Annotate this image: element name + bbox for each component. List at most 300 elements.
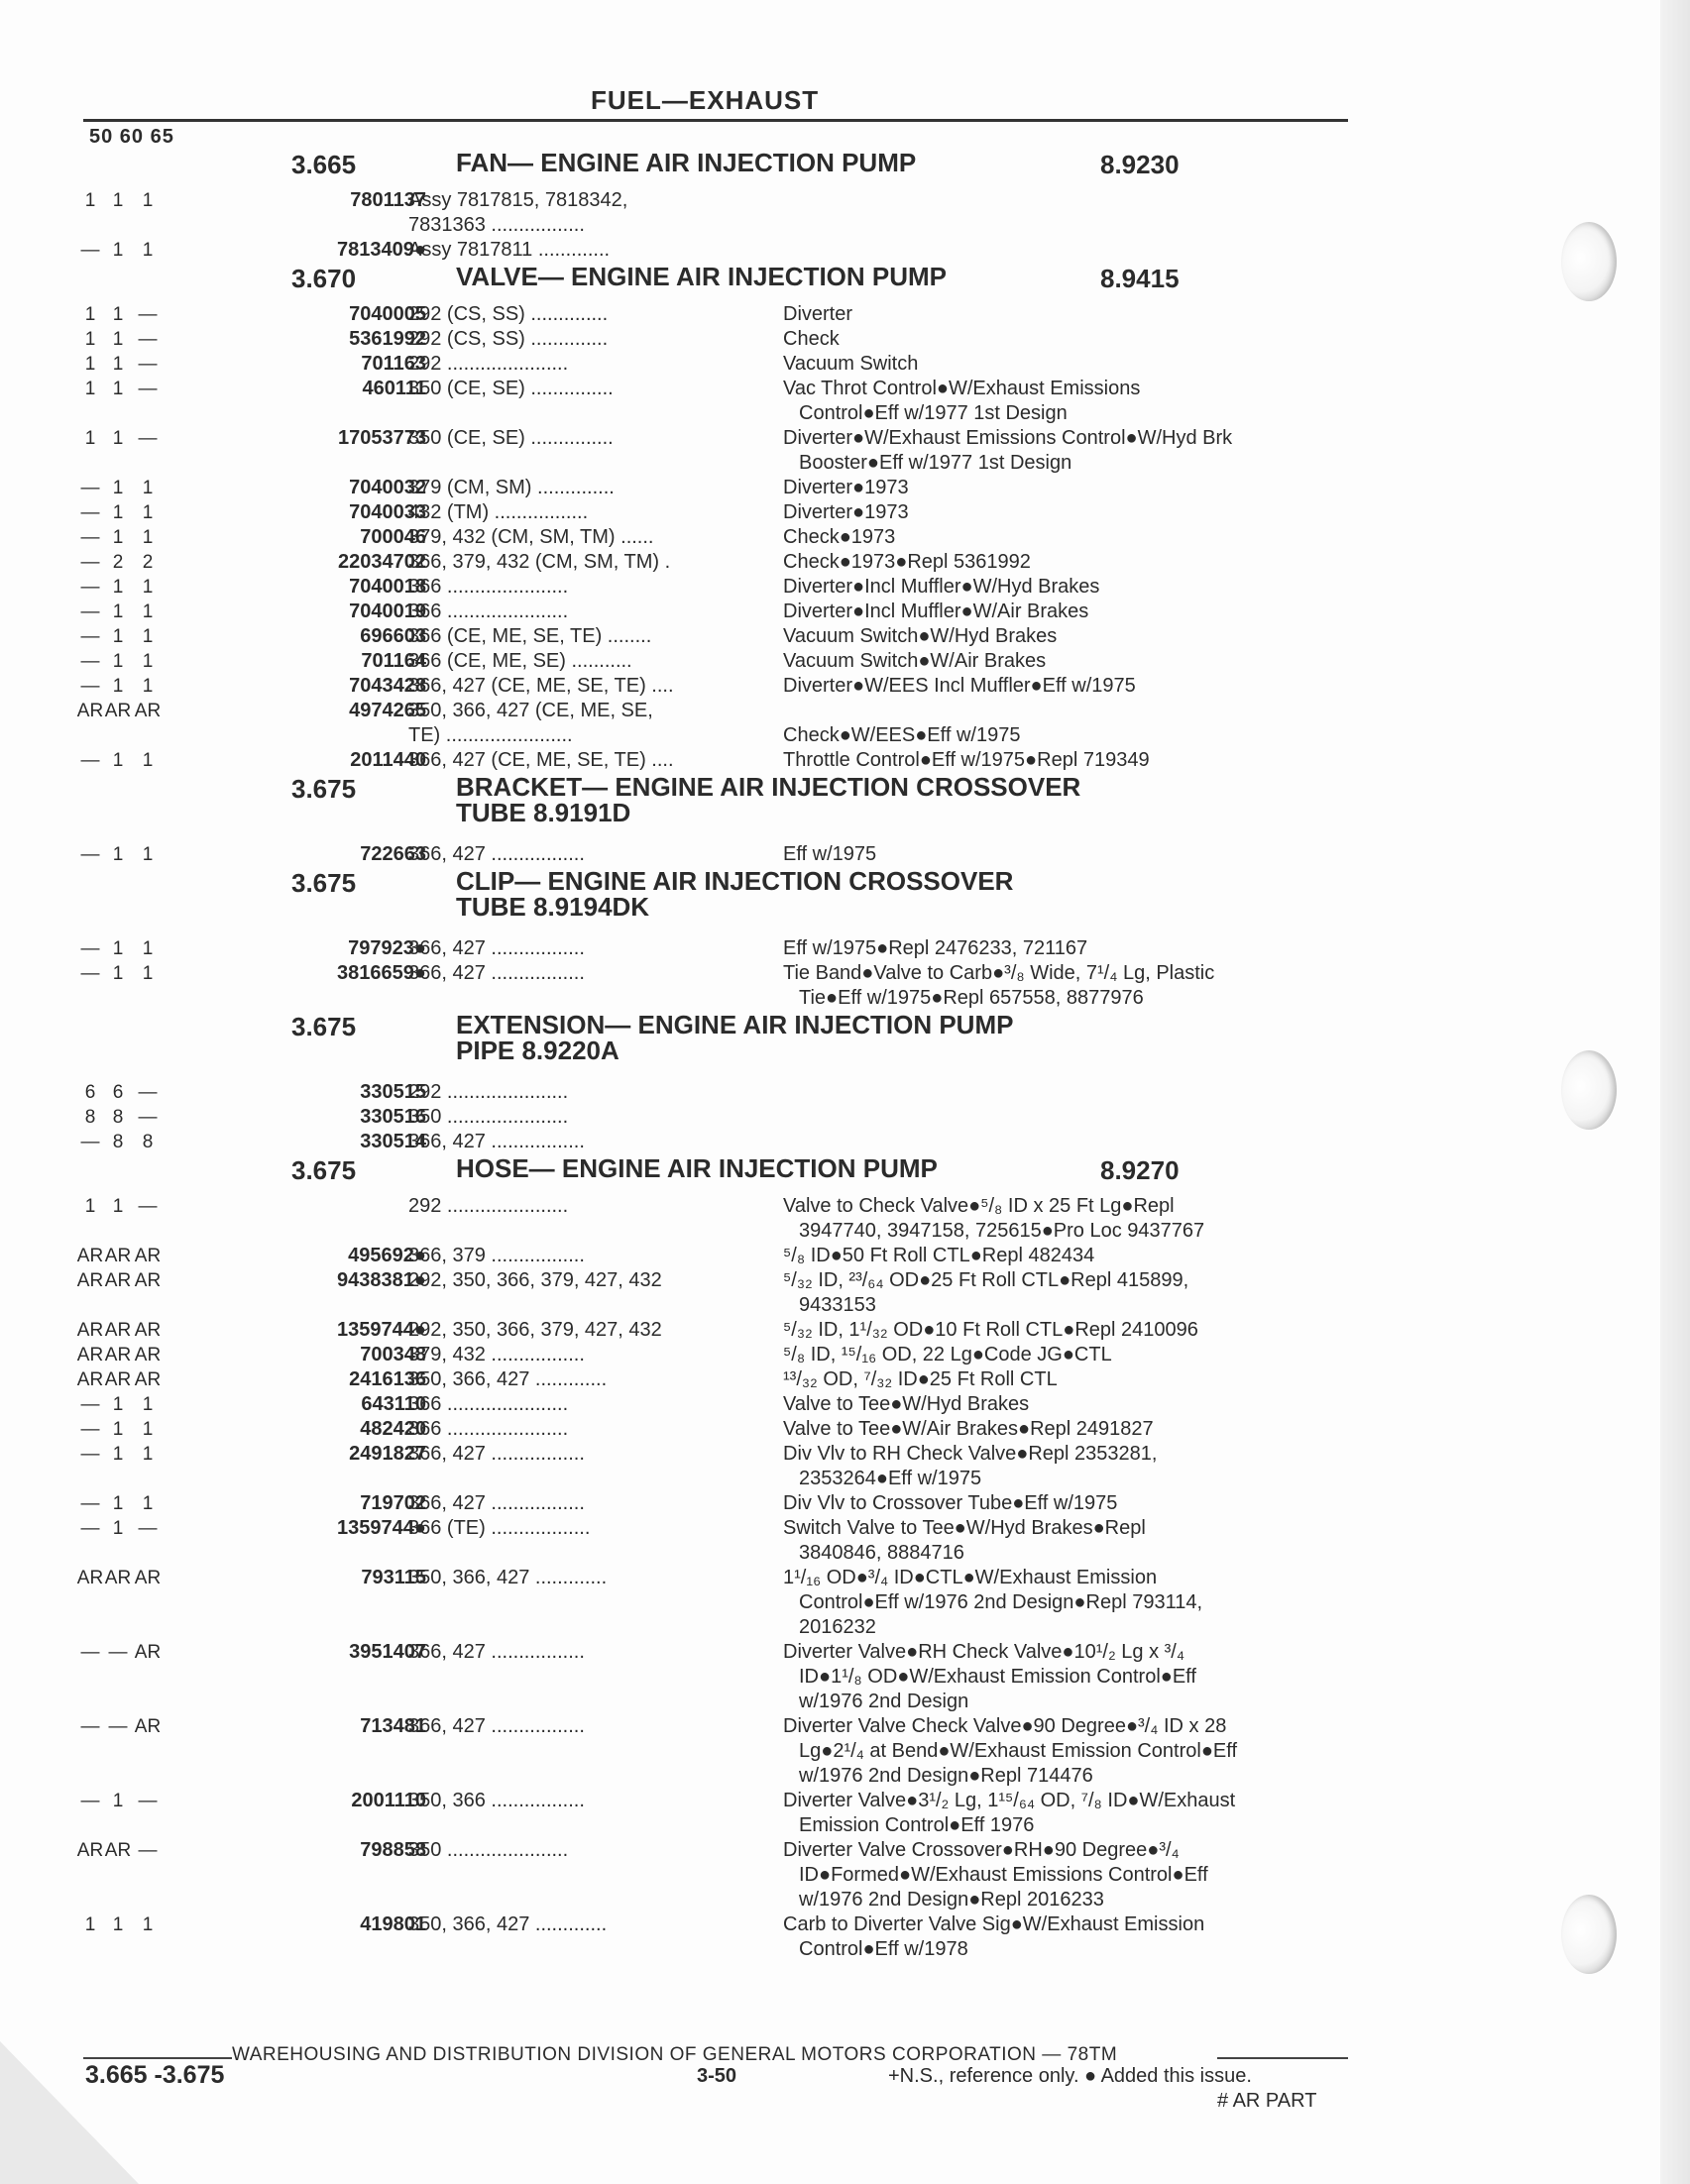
part-description: [783, 1080, 1358, 1105]
description-continued: Control●Eff w/1976 2nd Design●Repl 793114,: [799, 1591, 1203, 1613]
part-row: [76, 1268, 1362, 1318]
model-list: 350 ......................: [408, 1106, 569, 1128]
part-description: [783, 188, 1358, 213]
section-number: 3.675: [291, 1012, 357, 1041]
quantity-60: AR: [104, 1840, 132, 1861]
description-line: Carb to Diverter Valve Sig●W/Exhaust Emission: [783, 1913, 1205, 1935]
model-list: 350, 366, 427 .............: [408, 1567, 608, 1588]
quantity-65: 1: [142, 844, 154, 865]
quantity-50: —: [80, 1493, 100, 1514]
part-description: [783, 1789, 1358, 1838]
model-list: 366 (CE, ME, SE, TE) ........: [408, 625, 652, 647]
section-number: 3.675: [291, 868, 357, 898]
quantity-60: 1: [112, 1419, 124, 1440]
part-number: 330514: [360, 1131, 426, 1152]
part-description: [783, 1516, 1358, 1566]
description-line: Diverter●1973: [783, 477, 909, 498]
model-list: 292 ......................: [408, 1081, 569, 1103]
section-title: [456, 150, 916, 175]
quantity-65: 1: [142, 1493, 154, 1514]
part-number: 419801: [360, 1913, 426, 1935]
description-line: Check●1973: [783, 526, 896, 548]
quantity-60: 1: [112, 1394, 124, 1415]
model-list: 350, 366 .................: [408, 1790, 585, 1811]
model-list: 350 (CE, SE) ...............: [408, 427, 614, 449]
model-list: 350 ......................: [408, 1839, 569, 1861]
quantity-65: 1: [142, 240, 154, 261]
part-row: [80, 575, 1362, 600]
section-number: 3.670: [291, 264, 357, 293]
part-number: 5361992: [349, 328, 426, 350]
quantity-60: 1: [112, 1791, 124, 1811]
quantity-60: 1: [112, 190, 124, 211]
quantity-60: 1: [112, 502, 124, 523]
part-row: [83, 426, 1362, 476]
quantity-65: —: [138, 1791, 158, 1811]
section-title-line: EXTENSION— ENGINE AIR INJECTION PUMP: [456, 1010, 1014, 1039]
part-row: [80, 936, 1362, 961]
model-list: 366, 427 .................: [408, 1715, 585, 1737]
part-row: [80, 1640, 1362, 1714]
description-line: Valve to Tee●W/Air Brakes●Repl 2491827: [783, 1418, 1154, 1440]
part-number: 7043428: [349, 675, 426, 697]
quantity-65: AR: [134, 1270, 162, 1291]
part-number: 719702: [360, 1492, 426, 1514]
model-list: 292 (CS, SS) ..............: [408, 328, 609, 350]
quantity-50: —: [80, 938, 100, 959]
page-number: 3-50: [697, 2065, 737, 2087]
part-number: 722663: [360, 843, 426, 865]
description-continued: Control●Eff w/1978: [799, 1938, 968, 1960]
quantity-65: 1: [142, 626, 154, 647]
quantity-60: 1: [112, 1196, 124, 1217]
part-description: [783, 936, 1358, 961]
part-number: 330515: [360, 1081, 426, 1103]
section-title-line: HOSE— ENGINE AIR INJECTION PUMP: [456, 1153, 938, 1183]
part-row: [80, 1417, 1362, 1442]
part-number: 495692●: [348, 1245, 426, 1266]
quantity-60: AR: [104, 1270, 132, 1291]
part-row: [83, 302, 1362, 327]
quantity-60: AR: [104, 1369, 132, 1390]
part-row: [83, 188, 1362, 213]
description-line: Diverter Valve●3¹/₂ Lg, 1¹⁵/₆₄ OD, ⁷/₈ ID●W/Exhaust: [783, 1790, 1236, 1811]
part-number: 17053773: [338, 427, 426, 449]
binder-hole-bottom: [1561, 1895, 1617, 1974]
description-line: ⁵/₈ ID●50 Ft Roll CTL●Repl 482434: [783, 1245, 1095, 1266]
model-list: 350, 366, 427 (CE, ME, SE,: [408, 700, 653, 721]
quantity-65: AR: [134, 1320, 162, 1341]
quantity-65: —: [138, 1082, 158, 1103]
part-description: [783, 600, 1358, 624]
quantity-60: 8: [112, 1132, 124, 1152]
section-title-line: FAN— ENGINE AIR INJECTION PUMP: [456, 148, 917, 177]
section-header: [83, 1011, 1362, 1080]
model-list: 366, 427 .................: [408, 1131, 585, 1152]
quantity-65: AR: [134, 1246, 162, 1266]
part-number: 1359744●: [337, 1319, 426, 1341]
part-number: 1359744●: [337, 1517, 426, 1539]
quantity-65: 1: [142, 577, 154, 598]
part-row: [76, 1367, 1362, 1392]
part-description: [783, 352, 1358, 377]
quantity-65: —: [138, 1107, 158, 1128]
part-description: [783, 426, 1358, 476]
quantity-50: —: [80, 1394, 100, 1415]
part-description: [783, 649, 1358, 674]
part-description: [783, 1838, 1358, 1912]
part-row: [83, 327, 1362, 352]
part-row: [76, 1318, 1362, 1343]
quantity-65: —: [138, 1196, 158, 1217]
quantity-60: AR: [104, 1345, 132, 1365]
quantity-60: 1: [112, 428, 124, 449]
part-description: [783, 624, 1358, 649]
part-description: [783, 238, 1358, 263]
description-continued: 3840846, 8884716: [799, 1542, 964, 1564]
quantity-50: 1: [84, 329, 96, 350]
part-row: [80, 1491, 1362, 1516]
quantity-60: 1: [112, 844, 124, 865]
quantity-65: —: [138, 1840, 158, 1861]
description-line: Switch Valve to Tee●W/Hyd Brakes●Repl: [783, 1517, 1146, 1539]
quantity-60: 1: [112, 963, 124, 984]
part-description: [783, 1417, 1358, 1442]
model-list: 366 ......................: [408, 576, 569, 598]
part-number: 2001110: [351, 1790, 426, 1811]
quantity-60: 1: [112, 1518, 124, 1539]
description-line: ⁵/₃₂ ID, 1¹/₃₂ OD●10 Ft Roll CTL●Repl 2410096: [783, 1319, 1198, 1341]
part-number: 22034702: [338, 551, 426, 573]
quantity-50: —: [80, 676, 100, 697]
part-description: [783, 1268, 1358, 1318]
part-row: [80, 1392, 1362, 1417]
description-line: Valve to Check Valve●⁵/₈ ID x 25 Ft Lg●Repl: [783, 1195, 1175, 1217]
part-row: [83, 1194, 1362, 1244]
section-title: [456, 868, 1348, 920]
description-continued: w/1976 2nd Design●Repl 714476: [799, 1765, 1093, 1787]
section-header: [83, 263, 1362, 302]
part-number: 700046: [360, 526, 426, 548]
quantity-65: —: [138, 304, 158, 325]
quantity-65: 8: [142, 1132, 154, 1152]
quantity-50: —: [80, 1419, 100, 1440]
quantity-50: —: [80, 601, 100, 622]
quantity-65: AR: [134, 701, 162, 721]
quantity-50: —: [80, 651, 100, 672]
part-row: [83, 352, 1362, 377]
description-continued: Tie●Eff w/1975●Repl 657558, 8877976: [799, 987, 1144, 1009]
quantity-65: AR: [134, 1369, 162, 1390]
part-number: 460111: [362, 378, 426, 399]
description-continued: Control●Eff w/1977 1st Design: [799, 402, 1068, 424]
description-line: Check: [783, 328, 840, 350]
quantity-65: 1: [142, 1419, 154, 1440]
description-continued: w/1976 2nd Design●Repl 2016233: [799, 1889, 1104, 1911]
description-continued: ID●Formed●W/Exhaust Emissions Control●Eff: [799, 1864, 1208, 1886]
part-row: [83, 723, 1362, 748]
part-row: [80, 500, 1362, 525]
part-row: [80, 238, 1362, 263]
footer-division: WAREHOUSING AND DISTRIBUTION DIVISION OF GENERAL MOTORS CORPORATION — 78TM: [232, 2044, 1118, 2065]
part-number: 793115: [361, 1567, 426, 1588]
part-number: 3951407: [349, 1641, 426, 1663]
section-number: 3.665: [291, 150, 357, 179]
part-row: [80, 1516, 1362, 1566]
quantity-65: 2: [142, 552, 154, 573]
quantity-50: 1: [84, 304, 96, 325]
model-list: Assy 7817815, 7818342,: [408, 189, 628, 211]
description-line: Diverter Valve●RH Check Valve●10¹/₂ Lg x ³/₄: [783, 1641, 1185, 1663]
part-row: [80, 624, 1362, 649]
parts-list: [76, 148, 1362, 1962]
quantity-65: 1: [142, 601, 154, 622]
section-title: [456, 1012, 1348, 1063]
model-list: 366 ......................: [408, 601, 569, 622]
page-title: FUEL—EXHAUST: [591, 85, 820, 115]
quantity-65: 1: [142, 1394, 154, 1415]
model-list: 366, 427 .................: [408, 937, 585, 959]
quantity-50: AR: [76, 1369, 104, 1390]
quantity-65: —: [138, 329, 158, 350]
part-row: [80, 1130, 1362, 1154]
quantity-60: 1: [112, 527, 124, 548]
part-row: [76, 1244, 1362, 1268]
quantity-65: 1: [142, 750, 154, 771]
quantity-60: 1: [112, 676, 124, 697]
quantity-60: 1: [112, 577, 124, 598]
model-list: 292 ......................: [408, 1195, 569, 1217]
description-continued: 2353264●Eff w/1975: [799, 1468, 982, 1489]
model-list: 350, 366, 427 .............: [408, 1368, 608, 1390]
description-line: Diverter Valve Crossover●RH●90 Degree●³/₄: [783, 1839, 1180, 1861]
description-line: Diverter●W/Exhaust Emissions Control●W/Hyd Brk: [783, 427, 1233, 449]
model-list: 366, 427 .................: [408, 1641, 585, 1663]
model-list: 292 (CS, SS) ..............: [408, 303, 609, 325]
part-row: [83, 1105, 1362, 1130]
part-description: [783, 961, 1358, 1011]
quantity-65: —: [138, 354, 158, 375]
section-code: 8.9230: [1100, 150, 1180, 179]
part-number: 7040032: [349, 477, 426, 498]
quantity-60: 6: [112, 1082, 124, 1103]
quantity-50: AR: [76, 1840, 104, 1861]
section-title-line-2: PIPE 8.9220A: [456, 1036, 620, 1065]
part-number: 798858: [360, 1839, 426, 1861]
model-list: Assy 7817811 .............: [408, 239, 611, 261]
part-description: [783, 1714, 1358, 1789]
quantity-65: 1: [142, 938, 154, 959]
quantity-60: 1: [112, 750, 124, 771]
part-number: 7040018: [349, 576, 426, 598]
part-description: [783, 476, 1358, 500]
description-line: 1¹/₁₆ OD●³/₄ ID●CTL●W/Exhaust Emission: [783, 1567, 1158, 1588]
part-number: 7813409●: [337, 239, 426, 261]
part-row: [83, 1912, 1362, 1962]
quantity-60: AR: [104, 1320, 132, 1341]
description-line: Diverter●1973: [783, 501, 909, 523]
quantity-50: —: [80, 478, 100, 498]
quantity-65: 1: [142, 1444, 154, 1465]
quantity-50: —: [80, 240, 100, 261]
part-row: [80, 842, 1362, 867]
quantity-65: 1: [142, 527, 154, 548]
quantity-50: 1: [84, 379, 96, 399]
part-row: [83, 377, 1362, 426]
quantity-50: —: [80, 502, 100, 523]
quantity-65: 1: [142, 478, 154, 498]
description-continued: 2016232: [799, 1616, 876, 1638]
part-row: [80, 748, 1362, 773]
quantity-60: 1: [112, 651, 124, 672]
quantity-60: 1: [112, 478, 124, 498]
description-line: Div Vlv to Crossover Tube●Eff w/1975: [783, 1492, 1118, 1514]
section-title-line-2: TUBE 8.9194DK: [456, 892, 650, 922]
quantity-50: 1: [84, 428, 96, 449]
part-number: 7040005: [349, 303, 426, 325]
part-description: [783, 674, 1358, 699]
part-row: [80, 550, 1362, 575]
part-description: [783, 1130, 1358, 1154]
quantity-60: 1: [112, 329, 124, 350]
quantity-60: AR: [104, 1246, 132, 1266]
description-line: Diverter●Incl Muffler●W/Air Brakes: [783, 601, 1089, 622]
model-list: 366, 427 (CE, ME, SE, TE) ....: [408, 675, 674, 697]
quantity-50: AR: [76, 701, 104, 721]
part-description: [783, 1105, 1358, 1130]
quantity-60: 1: [112, 601, 124, 622]
description-line: Vacuum Switch●W/Air Brakes: [783, 650, 1047, 672]
quantity-50: —: [80, 552, 100, 573]
quantity-65: AR: [134, 1642, 162, 1663]
description-continued: Emission Control●Eff 1976: [799, 1814, 1035, 1836]
part-number: 713481: [360, 1715, 426, 1737]
quantity-65: 1: [142, 963, 154, 984]
page-edge: [1660, 0, 1690, 2184]
quantity-50: —: [80, 750, 100, 771]
part-number: 2491827: [349, 1443, 426, 1465]
description-line: Throttle Control●Eff w/1975●Repl 719349: [783, 749, 1150, 771]
description-line: Tie Band●Valve to Carb●³/₈ Wide, 7¹/₄ Lg, Plastic: [783, 962, 1215, 984]
quantity-50: AR: [76, 1568, 104, 1588]
part-description: [783, 723, 1358, 748]
description-line: Vacuum Switch●W/Hyd Brakes: [783, 625, 1058, 647]
part-row: [80, 961, 1362, 1011]
header-rule: [83, 119, 1348, 122]
quantity-60: 1: [112, 1493, 124, 1514]
quantity-50: 1: [84, 1914, 96, 1935]
description-line: Diverter●W/EES Incl Muffler●Eff w/1975: [783, 675, 1136, 697]
part-description: [783, 699, 1358, 723]
quantity-60: 1: [112, 240, 124, 261]
description-continued: 9433153: [799, 1294, 876, 1316]
part-number: 696603: [360, 625, 426, 647]
part-description: [783, 1491, 1358, 1516]
quantity-60: —: [108, 1716, 128, 1737]
description-line: Vac Throt Control●W/Exhaust Emissions: [783, 378, 1141, 399]
part-description: [783, 327, 1358, 352]
description-line: Check●W/EES●Eff w/1975: [783, 724, 1021, 746]
quantity-60: 1: [112, 938, 124, 959]
binder-hole-middle: [1561, 1050, 1617, 1130]
quantity-65: AR: [134, 1568, 162, 1588]
quantity-50: AR: [76, 1320, 104, 1341]
quantity-50: 8: [84, 1107, 96, 1128]
part-description: [783, 302, 1358, 327]
quantity-65: AR: [134, 1716, 162, 1737]
model-list: 379, 432 .................: [408, 1344, 585, 1365]
section-title: [456, 264, 947, 289]
description-continued: Booster●Eff w/1977 1st Design: [799, 452, 1072, 474]
quantity-65: 1: [142, 502, 154, 523]
model-list: TE) .......................: [408, 724, 573, 746]
description-line: Diverter: [783, 303, 853, 325]
model-list: 366, 379, 432 (CM, SM, TM) .: [408, 551, 671, 573]
section-range: 3.665 -3.675: [85, 2061, 225, 2089]
part-description: [783, 575, 1358, 600]
part-number: 643110: [361, 1393, 426, 1415]
part-number: 7040033: [349, 501, 426, 523]
quantity-50: 1: [84, 190, 96, 211]
part-description: [783, 1912, 1358, 1962]
legend-note: +N.S., reference only. ● Added this issue.: [888, 2065, 1252, 2087]
part-row: [80, 600, 1362, 624]
quantity-65: 1: [142, 676, 154, 697]
part-row: [80, 525, 1362, 550]
quantity-60: 1: [112, 379, 124, 399]
part-number: 7801137: [350, 189, 426, 211]
model-list: 366 ......................: [408, 1393, 569, 1415]
part-description: [783, 1343, 1358, 1367]
quantity-50: 6: [84, 1082, 96, 1103]
quantity-50: 1: [84, 354, 96, 375]
section-title: [456, 1155, 938, 1181]
quantity-50: —: [80, 626, 100, 647]
quantity-60: 1: [112, 304, 124, 325]
part-description: [783, 1367, 1358, 1392]
model-list: 366, 427 (CE, ME, SE, TE) ....: [408, 749, 674, 771]
section-header: [83, 1154, 1362, 1194]
quantity-50: —: [80, 1642, 100, 1663]
footer-rule-left: [83, 2057, 232, 2059]
quantity-60: 1: [112, 1444, 124, 1465]
part-description: [783, 213, 1358, 238]
description-line: Check●1973●Repl 5361992: [783, 551, 1031, 573]
description-line: ¹³/₃₂ OD, ⁷/₃₂ ID●25 Ft Roll CTL: [783, 1368, 1058, 1390]
part-number: 330516: [360, 1106, 426, 1128]
description-line: Valve to Tee●W/Hyd Brakes: [783, 1393, 1030, 1415]
quantity-50: AR: [76, 1246, 104, 1266]
model-list: 366, 427 .................: [408, 843, 585, 865]
section-header: [83, 867, 1362, 936]
part-description: [783, 1244, 1358, 1268]
part-description: [783, 1318, 1358, 1343]
part-row: [76, 699, 1362, 723]
part-number: 4974265: [349, 700, 426, 721]
section-code: 8.9270: [1100, 1155, 1180, 1185]
model-list: 7831363 .................: [408, 214, 585, 236]
part-number: 3816659●: [337, 962, 426, 984]
binder-hole-top: [1561, 222, 1617, 301]
quantity-60: AR: [104, 1568, 132, 1588]
section-header: [83, 773, 1362, 842]
description-line: Div Vlv to RH Check Valve●Repl 2353281,: [783, 1443, 1158, 1465]
description-continued: Lg●2¹/₄ at Bend●W/Exhaust Emission Control●Eff: [799, 1740, 1238, 1762]
quantity-50: AR: [76, 1270, 104, 1291]
part-row: [76, 1838, 1362, 1912]
quantity-65: AR: [134, 1345, 162, 1365]
description-line: Eff w/1975: [783, 843, 877, 865]
